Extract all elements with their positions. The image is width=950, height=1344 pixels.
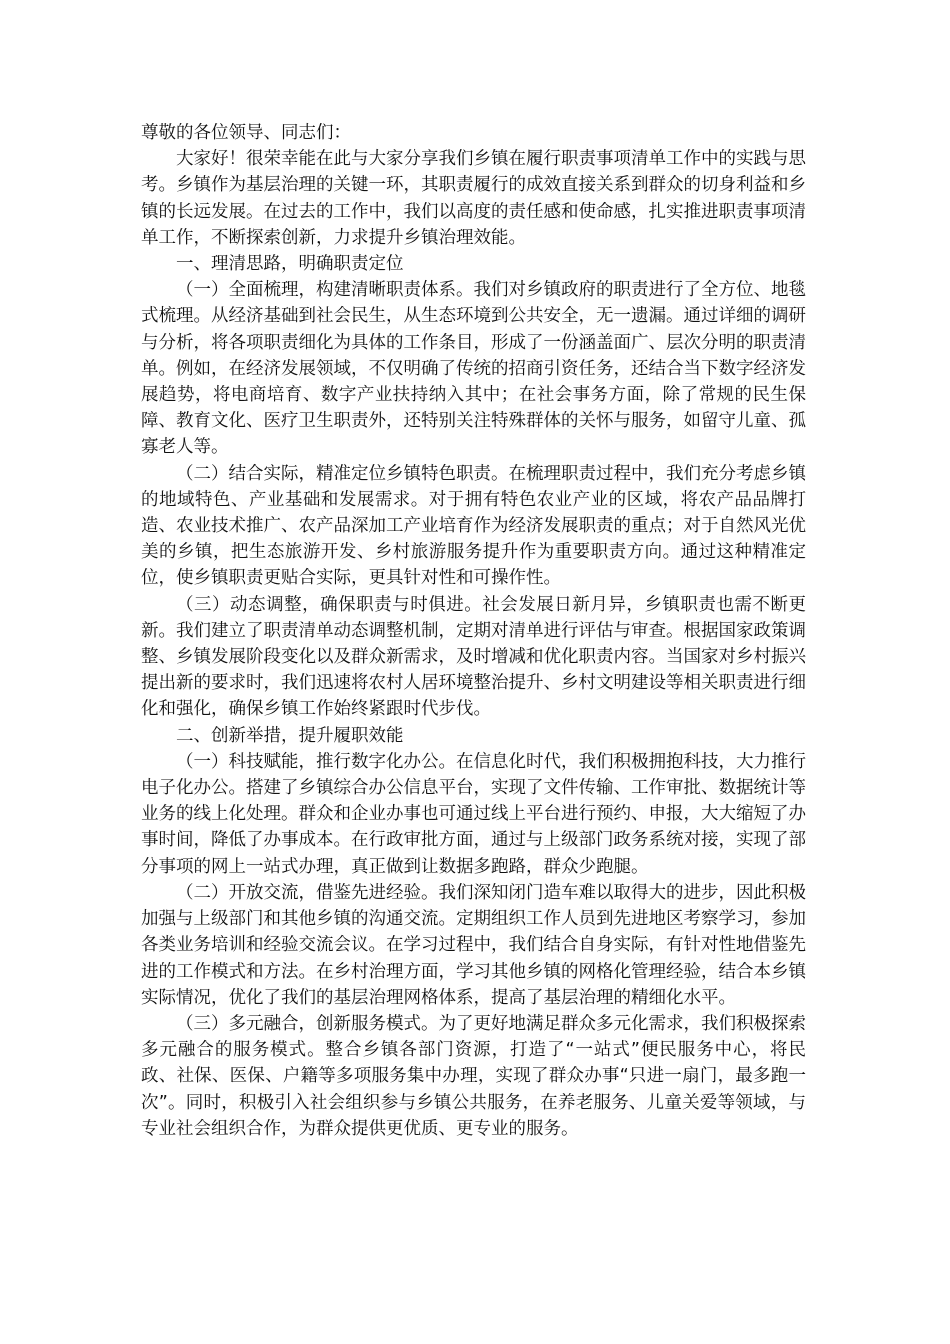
paragraph-2-2: （二）开放交流，借鉴先进经验。我们深知闭门造车难以取得大的进步，因此积极加强与上级部门和其他乡镇的沟通交流。定期组织工作人员到先进地区考察学习，参加各类业务培训和经验交流会议。在学习过程中，我们结合自身实际，有针对性地借鉴先进的工作模式和方法。在乡村治理方面，学习其他乡镇的网格化管理经验，结合本乡镇实际情况，优化了我们的基层治理网格体系，提高了基层治理的精细化水平。 bbox=[141, 882, 806, 1008]
paragraph-intro: 大家好！很荣幸能在此与大家分享我们乡镇在履行职责事项清单工作中的实践与思考。乡镇作为基层治理的关键一环，其职责履行的成效直接关系到群众的切身利益和乡镇的长远发展。在过去的工作中，我们以高度的责任感和使命感，扎实推进职责事项清单工作，不断探索创新，力求提升乡镇治理效能。 bbox=[141, 149, 806, 248]
paragraph-1-2: （二）结合实际，精准定位乡镇特色职责。在梳理职责过程中，我们充分考虑乡镇的地域特色、产业基础和发展需求。对于拥有特色农业产业的区域，将农产品品牌打造、农业技术推广、农产品深加工产业培育作为经济发展职责的重点；对于自然风光优美的乡镇，把生态旅游开发、乡村旅游服务提升作为重要职责方向。通过这种精准定位，使乡镇职责更贴合实际，更具针对性和可操作性。 bbox=[141, 463, 806, 589]
document-body bbox=[141, 120, 806, 1142]
paragraph-1-1: （一）全面梳理，构建清晰职责体系。我们对乡镇政府的职责进行了全方位、地毯式梳理。从经济基础到社会民生，从生态环境到公共安全，无一遗漏。通过详细的调研与分析，将各项职责细化为具体的工作条目，形成了一份涵盖面广、层次分明的职责清单。例如，在经济发展领域，不仅明确了传统的招商引资任务，还结合当下数字经济发展趋势，将电商培育、数字产业扶持纳入其中；在社会事务方面，除了常规的民生保障、教育文化、医疗卫生职责外，还特别关注特殊群体的关怀与服务，如留守儿童、孤寡老人等。 bbox=[141, 280, 806, 458]
paragraph-2-1: （一）科技赋能，推行数字化办公。在信息化时代，我们积极拥抱科技，大力推行电子化办公。搭建了乡镇综合办公信息平台，实现了文件传输、工作审批、数据统计等业务的线上化处理。群众和企业办事也可通过线上平台进行预约、申报，大大缩短了办事时间，降低了办事成本。在行政审批方面，通过与上级部门政务系统对接，实现了部分事项的网上一站式办理，真正做到让数据多跑路，群众少跑腿。 bbox=[141, 751, 806, 877]
section-heading-1: 一、理清思路，明确职责定位 bbox=[176, 254, 404, 275]
paragraph-2-3: （三）多元融合，创新服务模式。为了更好地满足群众多元化需求，我们积极探索多元融合的服务模式。整合乡镇各部门资源，打造了“一站式”便民服务中心，将民政、社保、医保、户籍等多项服务集中办理，实现了群众办事“只进一扇门，最多跑一次”。同时，积极引入社会组织参与乡镇公共服务，在养老服务、儿童关爱等领域，与专业社会组织合作，为群众提供更优质、更专业的服务。 bbox=[141, 1013, 806, 1139]
section-heading-2: 二、创新举措，提升履职效能 bbox=[176, 725, 404, 746]
paragraph-1-3: （三）动态调整，确保职责与时俱进。社会发展日新月异，乡镇职责也需不断更新。我们建立了职责清单动态调整机制，定期对清单进行评估与审查。根据国家政策调整、乡镇发展阶段变化以及群众新需求，及时增减和优化职责内容。当国家对乡村振兴提出新的要求时，我们迅速将农村人居环境整治提升、乡村文明建设等相关职责进行细化和强化，确保乡镇工作始终紧跟时代步伐。 bbox=[141, 594, 806, 720]
greeting: 尊敬的各位领导、同志们： bbox=[141, 123, 351, 143]
